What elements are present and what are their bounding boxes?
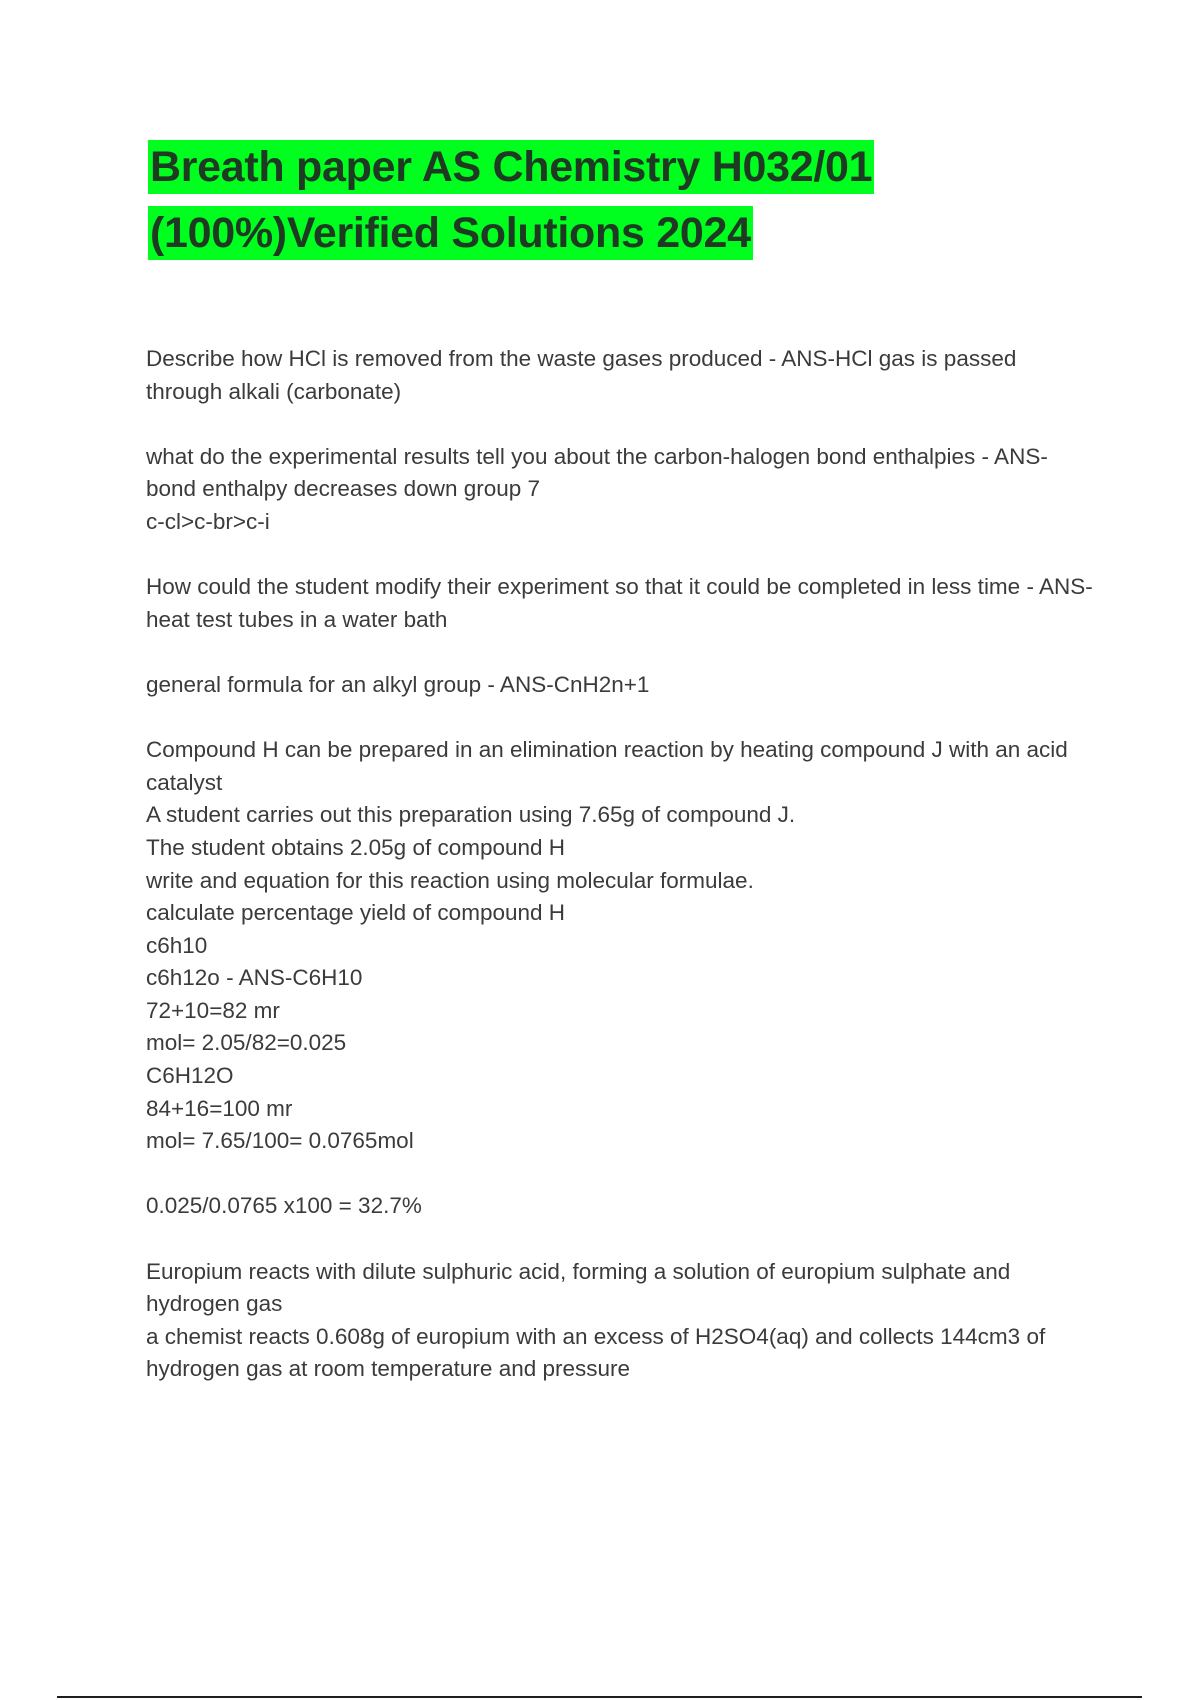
qa-block-modify-experiment [146,571,1096,636]
qa-line: c6h10 [146,932,208,958]
document-title [148,140,1048,272]
qa-line: 84+16=100 mr [146,1095,293,1121]
page-bottom-rule [57,1696,1142,1698]
qa-line: c-cl>c-br>c-i [146,508,270,534]
qa-line: calculate percentage yield of compound H [146,900,566,926]
qa-line: 72+10=82 mr [146,997,280,1023]
qa-line: a chemist reacts 0.608g of europium with an excess of H2SO4(aq) and collects 144cm3 of hydrogen gas at room temperature and pressure [146,1323,1046,1382]
qa-block-percentage-yield [146,1190,1096,1223]
title-highlight-2: (100%)Verified Solutions 2024 [148,206,753,260]
qa-line: A student carries out this preparation using 7.65g of compound J. [146,802,796,828]
qa-block-alkyl-formula [146,669,1096,702]
qa-line: How could the student modify their experiment so that it could be completed in less time - ANS-heat test tubes in a water bath [146,574,1093,632]
qa-line: Europium reacts with dilute sulphuric acid, forming a solution of europium sulphate and hydrogen gas [146,1258,1011,1317]
qa-line: Compound H can be prepared in an elimination reaction by heating compound J with an acid catalyst [146,737,1068,795]
qa-line: The student obtains 2.05g of compound H [146,834,566,860]
title-line-1 [148,140,1048,206]
document-body [146,343,1096,1419]
qa-line: C6H12O [146,1063,234,1089]
qa-line: general formula for an alkyl group - ANS-CnH2n+1 [146,671,650,697]
qa-block-compound-h [146,734,1096,1158]
title-highlight-1: Breath paper AS Chemistry H032/01 [148,140,874,194]
qa-block-europium [146,1256,1096,1386]
qa-line: Describe how HCl is removed from the waste gases produced - ANS-HCl gas is passed through alkali (carbonate) [146,346,1017,404]
qa-block-bond-enthalpies [146,441,1096,539]
qa-block-hcl-removal [146,343,1096,408]
qa-line: 0.025/0.0765 x100 = 32.7% [146,1193,422,1219]
qa-line: mol= 2.05/82=0.025 [146,1030,347,1056]
qa-line: write and equation for this reaction using molecular formulae. [146,867,754,893]
title-line-2 [148,206,1048,272]
qa-line: what do the experimental results tell you about the carbon-halogen bond enthalpies - ANS-bond enthalpy decreases down group 7 [146,443,1048,502]
qa-line: mol= 7.65/100= 0.0765mol [146,1128,414,1154]
qa-line: c6h12o - ANS-C6H10 [146,965,363,991]
